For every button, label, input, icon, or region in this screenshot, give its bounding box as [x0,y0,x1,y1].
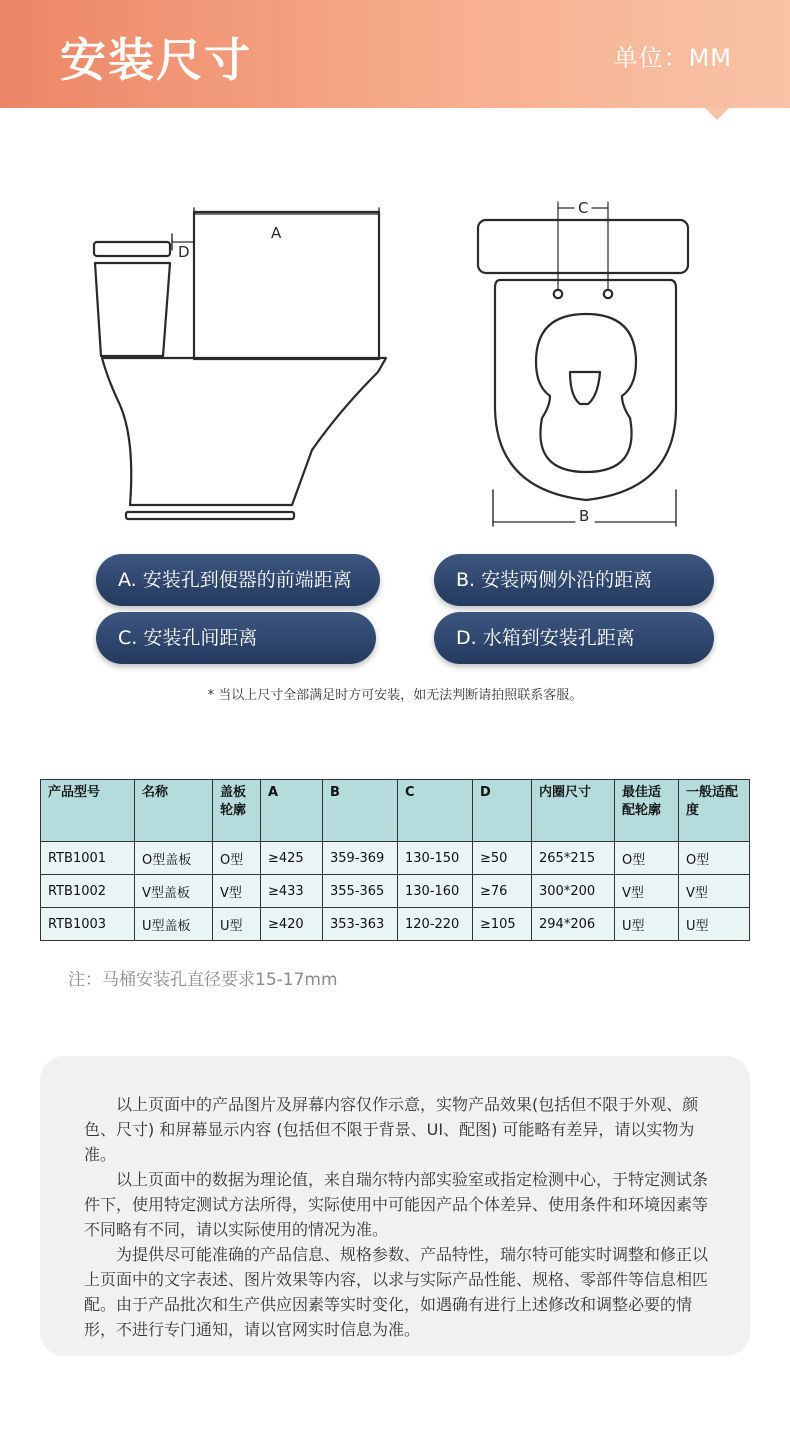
table-cell: ≥425 [261,842,323,875]
table-cell: 294*206 [532,908,615,941]
legend-item-c: C. 安装孔间距离 [96,612,376,664]
column-header: B [323,780,398,842]
table-cell: V型 [679,875,750,908]
dimension-b-label: B [579,507,590,525]
installation-diagram [0,190,790,530]
dimension-d-label: D [178,243,190,261]
table-cell: ≥105 [473,908,532,941]
table-cell: 355-365 [323,875,398,908]
toilet-top-view [478,202,688,526]
column-header: 盖板轮廓 [213,780,261,842]
table-row [41,842,750,875]
page-header [0,0,790,108]
table-cell: U型盖板 [135,908,213,941]
column-header: 一般适配度 [679,780,750,842]
table-cell: U型 [679,908,750,941]
table-row [41,875,750,908]
table-cell: 300*200 [532,875,615,908]
table-cell: RTB1003 [41,908,135,941]
table-cell: V型 [213,875,261,908]
table-cell: O型 [679,842,750,875]
table-cell: 353-363 [323,908,398,941]
hole-diameter-note: 注：马桶安装孔直径要求15-17mm [68,970,338,990]
table-cell: V型盖板 [135,875,213,908]
dimension-c-label: C [578,199,589,217]
disclaimer-paragraph: 为提供尽可能准确的产品信息、规格参数、产品特性，瑞尔特可能实时调整和修正以上页面中的文字表述、图片效果等内容，以求与实际产品性能、规格、零部件等信息相匹配。由于产品批次和生产供应因素等实时变化，如遇确有进行上述修改和调整必要的情形，不进行专门通知，请以官网实时信息为准。 [84,1245,709,1339]
table-row [41,908,750,941]
column-header: 产品型号 [41,780,135,842]
table-cell: ≥76 [473,875,532,908]
table-cell: 130-160 [398,875,473,908]
toilet-side-view [94,208,386,519]
table-cell: 265*215 [532,842,615,875]
column-header: 名称 [135,780,213,842]
unit-label: 单位：MM [613,44,732,72]
spec-table [40,779,750,941]
legend-item-b: B. 安装两侧外沿的距离 [434,554,714,606]
column-header: 内圈尺寸 [532,780,615,842]
table-cell: ≥420 [261,908,323,941]
table-cell: O型 [615,842,679,875]
table-header-row [41,780,750,842]
table-cell: U型 [615,908,679,941]
table-cell: U型 [213,908,261,941]
legend-item-a: A. 安装孔到便器的前端距离 [96,554,380,606]
table-cell: ≥433 [261,875,323,908]
table-cell: ≥50 [473,842,532,875]
column-header: C [398,780,473,842]
table-cell: 120-220 [398,908,473,941]
header-notch [705,108,729,120]
table-cell: 359-369 [323,842,398,875]
table-cell: RTB1002 [41,875,135,908]
install-footnote: * 当以上尺寸全部满足时方可安装，如无法判断请拍照联系客服。 [207,688,583,703]
column-header: A [261,780,323,842]
column-header: 最佳适配轮廓 [615,780,679,842]
table-cell: V型 [615,875,679,908]
table-cell: 130-150 [398,842,473,875]
column-header: D [473,780,532,842]
table-cell: O型 [213,842,261,875]
table-cell: O型盖板 [135,842,213,875]
dimension-a-label: A [271,224,282,242]
legend-item-d: D. 水箱到安装孔距离 [434,612,714,664]
page-title: 安装尺寸 [60,33,252,87]
disclaimer-box [40,1056,750,1356]
disclaimer-paragraph: 以上页面中的数据为理论值，来自瑞尔特内部实验室或指定检测中心，于特定测试条件下，使用特定测试方法所得，实际使用中可能因产品个体差异、使用条件和环境因素等不同略有不同，请以实际使用的情况为准。 [84,1170,709,1239]
disclaimer-paragraph: 以上页面中的产品图片及屏幕内容仅作示意，实物产品效果(包括但不限于外观、颜色、尺寸) 和屏幕显示内容 (包括但不限于背景、UI、配图) 可能略有差异，请以实物为准。 [84,1095,699,1164]
table-cell: RTB1001 [41,842,135,875]
